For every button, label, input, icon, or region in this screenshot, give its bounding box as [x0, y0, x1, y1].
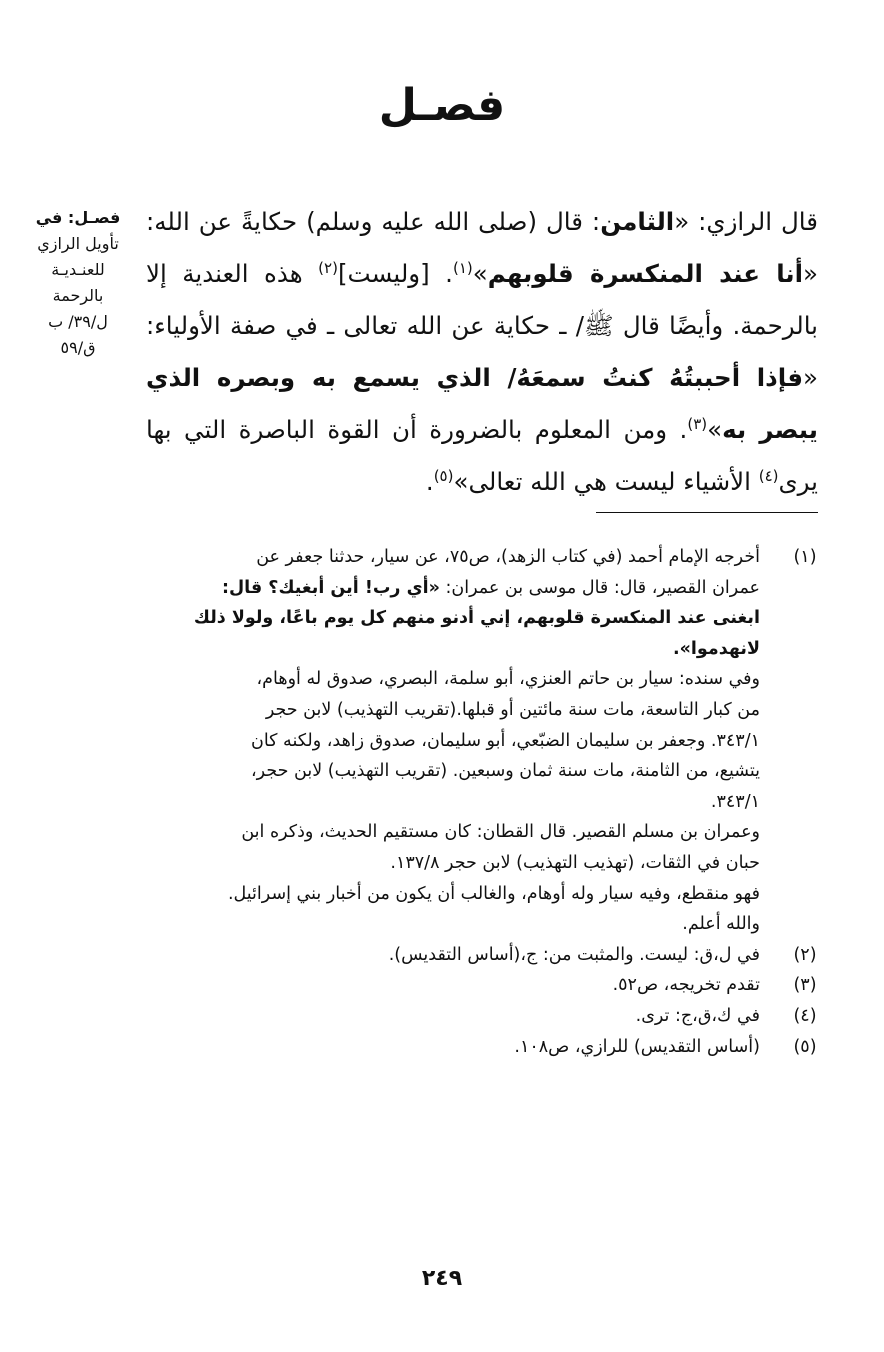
- footnote-number: (٥): [793, 1036, 817, 1057]
- footnote-3: [146, 970, 822, 1001]
- footnote-line: ٣٤٣/١. وجعفر بن سليمان الضبّعي، أبو سليمان، صدوق زاهد، ولكنه كان: [250, 730, 760, 751]
- text-run: . ومن المعلوم بالضرورة أن القوة الباصرة التي بها يرى: [146, 415, 818, 496]
- bold-run: الثامن: [600, 207, 675, 236]
- text-run: عمران القصير، قال: قال موسى بن عمران:: [439, 577, 760, 598]
- text-run: »: [707, 415, 723, 444]
- footnote-line: وعمران بن مسلم القصير. قال القطان: كان مستقيم الحديث، وذكره ابن: [241, 822, 760, 843]
- bold-run: ابغنى عند المنكسرة قلوبهم، إني أدنو منهم كل يوم باعًا، ولولا ذلك: [193, 608, 760, 629]
- text-run: هذه العندية إلا بالرحمة. وأيضًا قال ﷺ/ ـ حكاية عن الله تعالى ـ في صفة الأولياء: «: [146, 259, 818, 392]
- footnote-line: فهو منقطع، وفيه سيار وله أوهام، والغالب أن يكون من أخبار بني إسرائيل.: [227, 883, 760, 904]
- footnote-line: ٣٤٣/١.: [710, 791, 760, 812]
- footnote-ref: (٢): [318, 258, 338, 277]
- footnote-line: أخرجه الإمام أحمد (في كتاب الزهد)، ص٧٥، عن سيار، حدثنا جعفر عن: [256, 547, 760, 567]
- hadith-quote: أنا عند المنكسرة قلوبهم: [487, 259, 804, 288]
- footnote-ref: (١): [452, 258, 473, 277]
- footnote-5: [146, 1032, 822, 1063]
- text-run: »: [472, 259, 488, 288]
- footnote-4: [146, 1001, 822, 1032]
- text-run: : قال (صلى الله عليه وسلم) حكايةً عن الله: «: [146, 207, 819, 288]
- text-run: .: [425, 467, 434, 496]
- margin-note-line: بالرحمة: [52, 286, 104, 305]
- footnote-2: [146, 940, 822, 971]
- text-run: الأشياء ليست هي الله تعالى»: [453, 467, 759, 496]
- footnote-separator: [596, 512, 818, 513]
- text-run: . [وليست]: [337, 259, 453, 288]
- section-title: فصـل: [378, 80, 506, 131]
- margin-note-line: فصـل: في: [35, 208, 121, 227]
- footnote-line: تقدم تخريجه، ص٥٢.: [612, 975, 760, 996]
- footnote-ref: (٤): [758, 466, 779, 485]
- manuscript-ref: ق/٥٩: [60, 338, 96, 357]
- margin-note-line: للعنـديـة: [51, 260, 105, 279]
- bold-run: «أي رب! أين أبغيك؟ قال:: [222, 577, 440, 598]
- footnote-number: (١): [793, 547, 817, 567]
- footnote-line: وفي سنده: سيار بن حاتم العنزي، أبو سلمة، البصري، صدوق له أوهام،: [256, 669, 760, 690]
- footnotes: [146, 542, 822, 1062]
- footnote-line: [146, 634, 760, 665]
- footnote-number: (٤): [793, 1005, 817, 1026]
- bold-run: لانهدموا».: [672, 638, 760, 659]
- footnote-line: من كبار التاسعة، مات سنة مائتين أو قبلها.(تقريب التهذيب) لابن حجر: [265, 699, 760, 720]
- margin-note: [28, 205, 128, 361]
- footnote-number: (٣): [793, 975, 817, 996]
- manuscript-ref: ل/٣٩/ ب: [48, 312, 108, 331]
- footnote-line: [146, 573, 760, 604]
- footnote-ref: (٣): [687, 414, 708, 433]
- footnote-number: (٢): [793, 944, 817, 965]
- footnote-ref: (٥): [433, 466, 454, 485]
- footnote-line: والله أعلم.: [682, 914, 760, 935]
- hadith-quote: فإذا أحببتُهُ كنتُ سمعَهُ/ الذي يسمع به وبصره الذي يبصر به: [146, 363, 819, 444]
- margin-note-line: تأويل الرازي: [37, 234, 119, 253]
- footnote-line: في ل،ق: ليست. والمثبت من: ج،(أساس التقديس).: [388, 944, 760, 965]
- footnote-line: (أساس التقديس) للرازي، ص١٠٨.: [514, 1036, 760, 1057]
- text-run: قال الرازي: «: [674, 207, 818, 236]
- footnote-1: [146, 542, 822, 940]
- footnote-line: حبان في الثقات، (تهذيب التهذيب) لابن حجر ١٣٧/٨.: [390, 852, 760, 873]
- footnote-line: يتشيع، من الثامنة، مات سنة ثمان وسبعين. (تقريب التهذيب) لابن حجر،: [251, 761, 760, 782]
- footnote-line: [146, 603, 760, 634]
- page-number: ٢٤٩: [421, 1266, 463, 1291]
- footnote-line: في ك،ق،ج: ترى.: [635, 1005, 760, 1026]
- main-paragraph: [146, 196, 818, 508]
